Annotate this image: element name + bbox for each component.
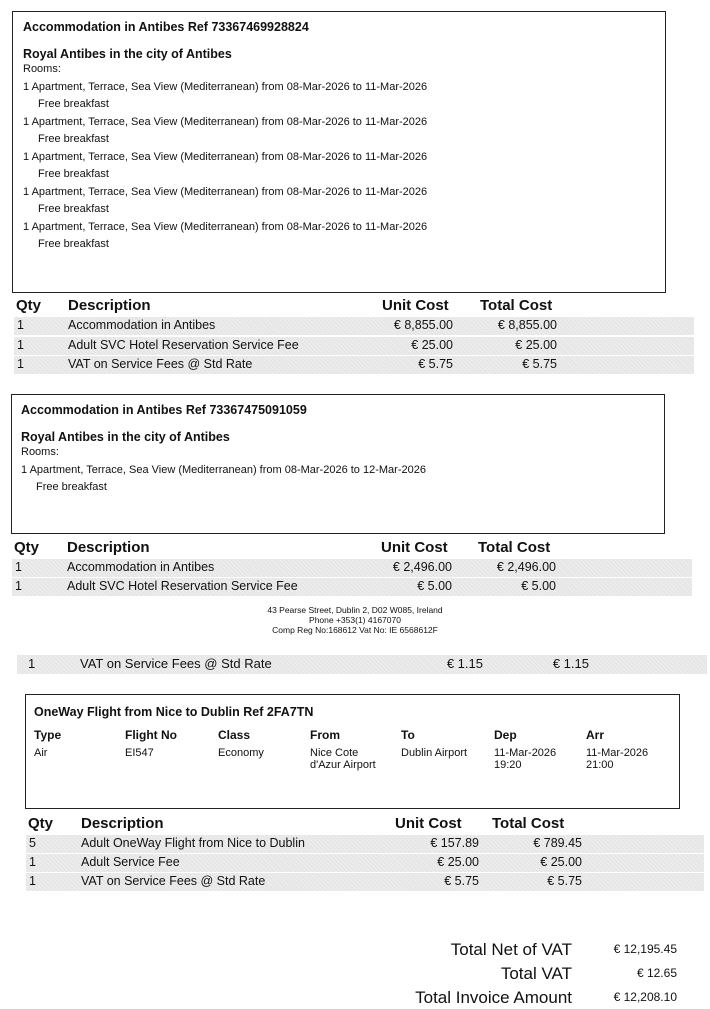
booking1-room-5-extra: Free breakfast [38,238,109,250]
total-cost-cell: € 8,855.00 [497,318,557,332]
total-cost-cell: € 5.75 [547,874,582,888]
booking2-room-1: 1 Apartment, Terrace, Sea View (Mediterranean) from 08-Mar-2026 to 12-Mar-2026 [21,463,426,476]
description-cell: Accommodation in Antibes [67,560,215,574]
total-invoice-value: € 12,208.10 [613,990,677,1004]
items2-header [0,539,710,559]
qty-cell: 1 [28,656,36,671]
booking1-hotel: Royal Antibes in the city of Antibes [23,47,232,61]
description-cell: Adult SVC Hotel Reservation Service Fee [68,338,299,352]
total-net-label: Total Net of VAT [450,940,572,959]
booking1-room-4: 1 Apartment, Terrace, Sea View (Mediterranean) from 08-Mar-2026 to 11-Mar-2026 [23,185,428,198]
qty-header: Qty [16,297,42,314]
items3-header [0,815,710,835]
unit-cost-cell: € 8,855.00 [393,318,453,332]
unit-cost-cell: € 5.75 [418,357,453,371]
table-row [26,835,704,853]
total-cost-header: Total Cost [478,539,551,556]
total-cost-cell: € 5.00 [521,579,556,593]
total-cost-cell: € 789.45 [533,836,582,850]
flight-from-line1: Nice Cote [310,747,359,759]
flight-no: EI547 [125,747,154,759]
description-header: Description [68,297,151,314]
flight-type-header: Type [34,728,62,742]
unit-cost-header: Unit Cost [381,539,448,556]
flight-class: Economy [218,747,264,759]
qty-cell: 1 [29,874,36,888]
booking1-room-3-extra: Free breakfast [38,168,109,180]
description-cell: Adult Service Fee [81,855,180,869]
unit-cost-cell: € 25.00 [411,338,453,352]
qty-cell: 1 [29,855,36,869]
flight-from-line2: d'Azur Airport [310,759,376,771]
total-cost-cell: € 25.00 [540,855,582,869]
description-cell: Accommodation in Antibes [68,318,216,332]
total-cost-header: Total Cost [480,297,553,314]
description-cell: Adult SVC Hotel Reservation Service Fee [67,579,298,593]
flight-type: Air [34,747,48,759]
total-vat-label: Total VAT [500,964,572,983]
qty-header: Qty [28,815,54,832]
unit-cost-cell: € 1.15 [446,656,483,671]
flight-to: Dublin Airport [401,747,468,759]
unit-cost-header: Unit Cost [382,297,449,314]
total-invoice-label: Total Invoice Amount [415,988,572,1007]
flight-class-header: Class [218,728,251,742]
booking1-rooms-label: Rooms: [23,63,61,75]
total-cost-cell: € 5.75 [522,357,557,371]
company-reg: Comp Reg No:168612 Vat No: IE 6568612F [272,625,438,635]
total-cost-cell: € 1.15 [552,656,589,671]
unit-cost-cell: € 25.00 [437,855,479,869]
booking2-hotel: Royal Antibes in the city of Antibes [21,430,230,444]
qty-header: Qty [14,539,40,556]
flight-dep-header: Dep [494,728,517,742]
company-phone: Phone +353(1) 4167070 [309,615,401,625]
flight-arr-date: 11-Mar-2026 [586,747,649,759]
qty-cell: 1 [15,560,22,574]
flight-dep-time: 19:20 [494,759,522,771]
unit-cost-cell: € 157.89 [430,836,479,850]
booking1-room-1: 1 Apartment, Terrace, Sea View (Mediterranean) from 08-Mar-2026 to 11-Mar-2026 [23,80,428,93]
table-row [14,317,694,335]
booking1-room-3: 1 Apartment, Terrace, Sea View (Mediterranean) from 08-Mar-2026 to 11-Mar-2026 [23,150,428,163]
booking1-room-4-extra: Free breakfast [38,203,109,215]
flight-no-header: Flight No [125,728,177,742]
table-row [12,559,692,577]
table-row [17,655,707,674]
description-header: Description [81,815,164,832]
table-row [26,854,704,872]
company-address: 43 Pearse Street, Dublin 2, D02 W085, Ireland [267,605,443,615]
booking1-title: Accommodation in Antibes Ref 73367469928824 [23,20,309,34]
flight-box [25,694,680,809]
booking2-box [11,394,665,534]
unit-cost-cell: € 5.75 [444,874,479,888]
booking1-room-2: 1 Apartment, Terrace, Sea View (Mediterranean) from 08-Mar-2026 to 11-Mar-2026 [23,115,428,128]
booking2-room-1-extra: Free breakfast [36,481,107,493]
flight-dep-date: 11-Mar-2026 [494,747,557,759]
table-row [26,873,704,891]
total-cost-cell: € 25.00 [515,338,557,352]
flight-to-header: To [401,728,415,742]
total-net-value: € 12,195.45 [613,942,677,956]
qty-cell: 1 [17,338,24,352]
booking2-rooms-label: Rooms: [21,446,59,458]
items1-header [0,297,710,317]
qty-cell: 1 [15,579,22,593]
table-row [14,356,694,374]
unit-cost-header: Unit Cost [395,815,462,832]
company-footer [0,605,710,635]
flight-arr-header: Arr [586,728,605,742]
booking1-box [12,11,666,293]
booking2-title: Accommodation in Antibes Ref 73367475091059 [21,403,307,417]
description-cell: VAT on Service Fees @ Std Rate [81,874,266,888]
flight-from-header: From [310,728,340,742]
description-cell: Adult OneWay Flight from Nice to Dublin [81,836,305,850]
total-cost-cell: € 2,496.00 [496,560,556,574]
qty-cell: 1 [17,357,24,371]
booking1-room-1-extra: Free breakfast [38,98,109,110]
total-cost-header: Total Cost [492,815,565,832]
description-cell: VAT on Service Fees @ Std Rate [80,656,272,671]
description-header: Description [67,539,150,556]
flight-arr-time: 21:00 [586,759,614,771]
qty-cell: 1 [17,318,24,332]
qty-cell: 5 [29,836,36,850]
unit-cost-cell: € 2,496.00 [392,560,452,574]
booking1-room-2-extra: Free breakfast [38,133,109,145]
booking1-room-5: 1 Apartment, Terrace, Sea View (Mediterranean) from 08-Mar-2026 to 11-Mar-2026 [23,220,428,233]
table-row [14,337,694,355]
flight-details [34,729,671,799]
flight-title: OneWay Flight from Nice to Dublin Ref 2FA7TN [34,705,314,719]
table-row [12,578,692,596]
total-vat-value: € 12.65 [636,966,677,980]
unit-cost-cell: € 5.00 [417,579,452,593]
description-cell: VAT on Service Fees @ Std Rate [68,357,253,371]
